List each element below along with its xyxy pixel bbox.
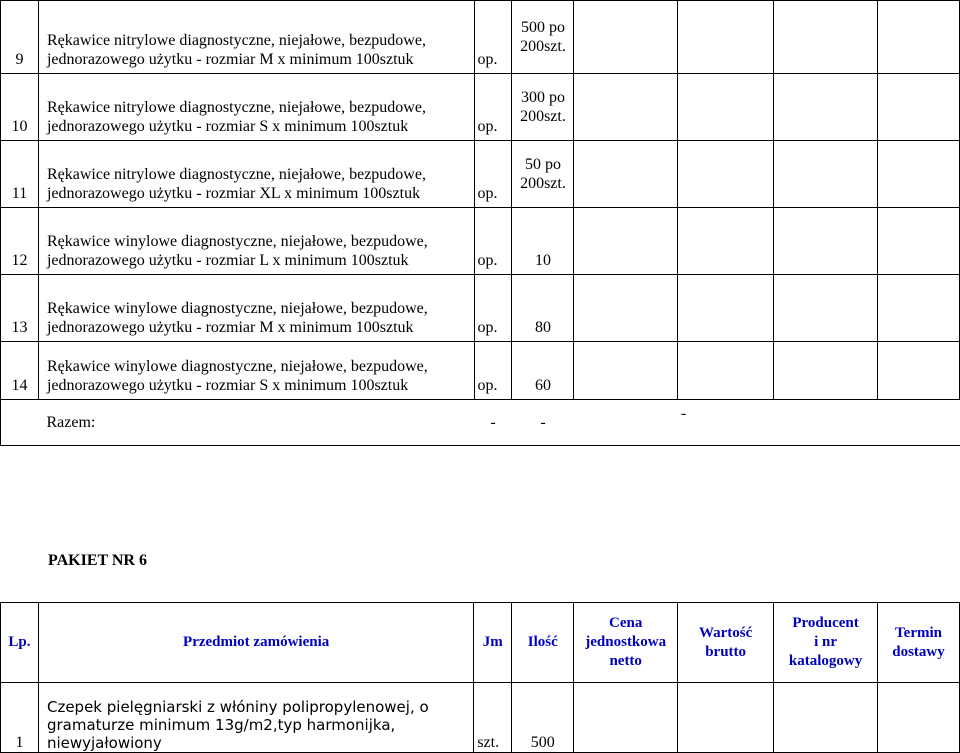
row-term (878, 275, 960, 342)
row-qty: 10 (512, 208, 574, 275)
row-jm: szt. (474, 683, 512, 753)
summary-dash-qty: - (512, 400, 574, 446)
row-unit-price (574, 74, 678, 141)
row-jm: op. (474, 141, 512, 208)
row-description: Rękawice nitrylowe diagnostyczne, niejałowe, bezpudowe, jednorazowego użytku - rozmiar M x minimum 100sztuk (38, 1, 474, 74)
row-value (678, 208, 774, 275)
header-lp: Lp. (1, 603, 39, 683)
header-value-gross: Wartość brutto (678, 603, 774, 683)
row-producer (774, 74, 878, 141)
row-description: Rękawice nitrylowe diagnostyczne, niejałowe, bezpudowe, jednorazowego użytku - rozmiar XL x minimum 100sztuk (38, 141, 474, 208)
row-description: Czepek pielęgniarski z włóniny polipropylenowej, o gramaturze minimum 13g/m2,typ harmonijka, niewyjałowiony (38, 683, 473, 753)
row-qty: 80 (512, 275, 574, 342)
row-lp: 9 (1, 1, 39, 74)
row-qty: 500 po 200szt. (512, 1, 574, 74)
summary-dash-jm: - (474, 400, 512, 446)
row-lp: 11 (1, 141, 39, 208)
row-producer (774, 683, 878, 753)
row-unit-price (574, 141, 678, 208)
table-row (1, 208, 960, 275)
row-description: Rękawice winylowe diagnostyczne, niejałowe, bezpudowe, jednorazowego użytku - rozmiar S x minimum 100sztuk (38, 342, 474, 400)
row-jm: op. (474, 342, 512, 400)
header-jm: Jm (474, 603, 512, 683)
row-qty: 500 (512, 683, 574, 753)
package-heading: PAKIET NR 6 (48, 552, 147, 569)
row-term (878, 1, 960, 74)
row-producer (774, 1, 878, 74)
summary-label: Razem: (38, 400, 474, 446)
row-term (878, 683, 960, 753)
row-producer (774, 275, 878, 342)
row-term (878, 141, 960, 208)
package-table (0, 602, 960, 753)
row-unit-price (574, 342, 678, 400)
row-description: Rękawice winylowe diagnostyczne, niejałowe, bezpudowe, jednorazowego użytku - rozmiar L x minimum 100sztuk (38, 208, 474, 275)
table-row (1, 141, 960, 208)
row-jm: op. (474, 275, 512, 342)
summary-row (1, 400, 960, 446)
table-row (1, 683, 960, 753)
row-producer (774, 342, 878, 400)
row-lp: 13 (1, 275, 39, 342)
row-value (678, 683, 774, 753)
row-term (878, 342, 960, 400)
header-unit-price: Cena jednostkowa netto (574, 603, 678, 683)
row-qty: 50 po 200szt. (512, 141, 574, 208)
row-jm: op. (474, 208, 512, 275)
summary-dash-value: - (678, 400, 774, 446)
row-lp: 10 (1, 74, 39, 141)
row-qty: 300 po 200szt. (512, 74, 574, 141)
header-qty: Ilość (512, 603, 574, 683)
row-unit-price (574, 683, 678, 753)
row-term (878, 208, 960, 275)
table-row (1, 1, 960, 74)
row-description: Rękawice winylowe diagnostyczne, niejałowe, bezpudowe, jednorazowego użytku - rozmiar M x minimum 100sztuk (38, 275, 474, 342)
row-lp: 14 (1, 342, 39, 400)
row-term (878, 74, 960, 141)
row-value (678, 74, 774, 141)
table-row (1, 275, 960, 342)
row-value (678, 1, 774, 74)
row-jm: op. (474, 74, 512, 141)
row-producer (774, 208, 878, 275)
header-subject: Przedmiot zamówienia (38, 603, 473, 683)
row-unit-price (574, 1, 678, 74)
row-unit-price (574, 275, 678, 342)
table-row (1, 74, 960, 141)
header-delivery-term: Termin dostawy (878, 603, 960, 683)
row-value (678, 141, 774, 208)
row-lp: 1 (1, 683, 39, 753)
header-producer: Producent i nr katalogowy (774, 603, 878, 683)
row-lp: 12 (1, 208, 39, 275)
row-value (678, 275, 774, 342)
row-value (678, 342, 774, 400)
header-row (1, 603, 960, 683)
row-qty: 60 (512, 342, 574, 400)
row-unit-price (574, 208, 678, 275)
table-row (1, 342, 960, 400)
row-jm: op. (474, 1, 512, 74)
row-description: Rękawice nitrylowe diagnostyczne, niejałowe, bezpudowe, jednorazowego użytku - rozmiar S x minimum 100sztuk (38, 74, 474, 141)
row-producer (774, 141, 878, 208)
